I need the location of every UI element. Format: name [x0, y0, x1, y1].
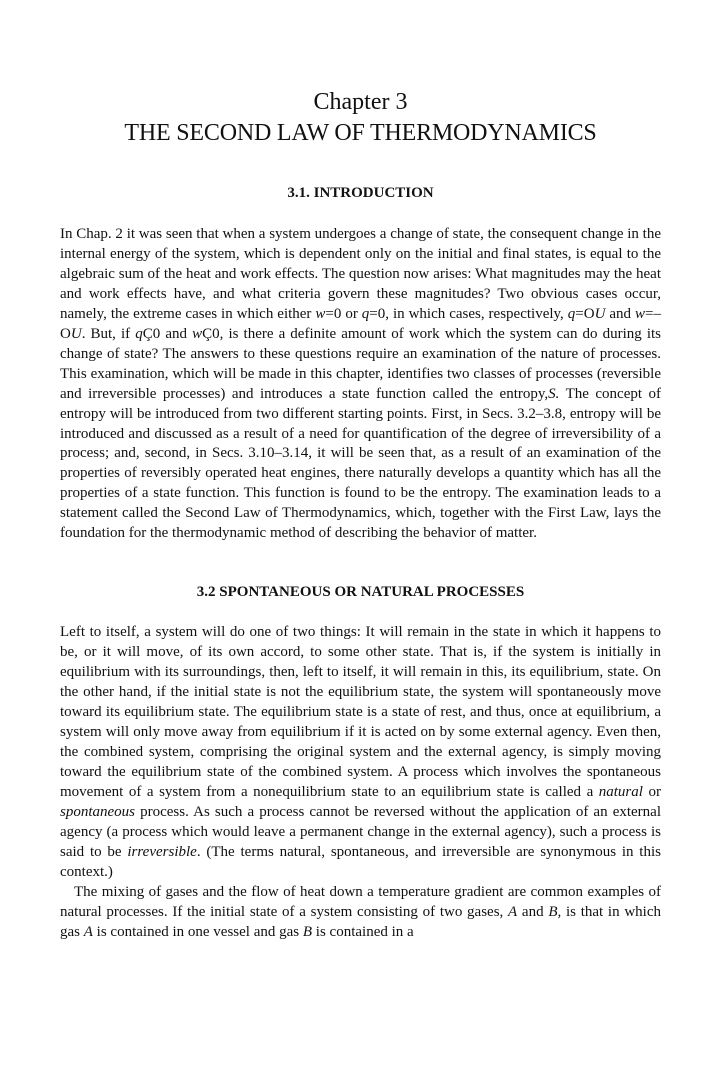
text-run: . (The terms natural, spontaneous, and irreversible are synonymous in this context.)	[60, 843, 661, 880]
variable-b: B,	[548, 903, 562, 920]
variable-w: w	[192, 325, 203, 342]
text-run: The mixing of gases and the flow of heat down a temperature gradient are common examples of natural processes. If the initial state of a system consisting of two gases,	[60, 883, 661, 920]
text-run: Ç0, is there a definite amount of work which the system can do during its change of state? The answers to these questions require an examination of the nature of processes. This examination, which will be made in this chapter, identifies two classes of processes (reversible and irreversible processes) and introduces a state function called the entropy,	[60, 325, 662, 402]
text-run: In Chap. 2 it was seen that when a system undergoes a change of state, the consequent change in the internal energy of the system, which is dependent only on the initial and final states, is equal to the algebraic sum of the heat and work effects. The question now arises: What magnitudes may the heat and work effects have, and what criteria govern these magnitudes? Two obvious cases occur, namely, the extreme cases in which either	[60, 226, 661, 322]
variable-q: q	[361, 305, 370, 322]
text-run: =0 or	[325, 305, 362, 322]
text-run: The concept of entropy will be introduced from two different starting points. First, in Secs. 3.2–3.8, entropy will be introduced and discussed as a result of a need for quantification of the degree of irreversibility of a process; and, second, in Secs. 3.10–3.14, it will be seen that, as a result of an examination of the properties of reversibly operated heat engines, there naturally develops a quantity which has all the properties of a state function. This function is found to be the entropy. The examination leads to a statement called the Second Law of Thermodynamics, which, together with the First Law, lays the foundation for the thermodynamic method of describing the behavior of matter.	[60, 385, 662, 542]
text-run: is that in which gas	[60, 903, 661, 940]
variable-q: q	[567, 305, 576, 322]
text-run: Ç0 and	[142, 325, 193, 342]
introduction-paragraph	[60, 225, 661, 544]
variable-a: A	[83, 923, 93, 940]
variable-b: B	[302, 923, 313, 940]
text-run: and	[517, 903, 549, 920]
variable-a: A	[508, 903, 518, 920]
text-run: is contained in a	[312, 923, 414, 940]
section-heading-introduction: 3.1. INTRODUCTION	[287, 185, 434, 201]
variable-q: q	[135, 325, 143, 342]
text-run: and	[605, 305, 635, 322]
emphasis-natural: natural	[598, 783, 643, 800]
emphasis-irreversible: irreversible	[127, 843, 197, 860]
text-run: or	[642, 783, 661, 800]
variable-w: w	[634, 305, 645, 322]
chapter-number: Chapter 3	[313, 89, 408, 115]
variable-w: w	[315, 305, 326, 322]
text-run: Left to itself, a system will do one of two things: It will remain in the state in which it happens to be, or it will move, of its own accord, to some other state. That is, if the system is initially in equilibrium with its surroundings, then, left to itself, it will remain in this, its equilibrium, state. On the other hand, if the initial state is not the equilibrium state, the system will spontaneously move toward its equilibrium state. The equilibrium state is a state of rest, and thus, once at equilibrium, a system will only move away from equilibrium if it is acted on by some external agency. Even then, the combined system, comprising the original system and the external agency, is simply moving toward the equilibrium state of the combined system. A process which involves the spontaneous movement of a system from a nonequilibrium state to an equilibrium state is called a	[60, 624, 661, 800]
spontaneous-paragraph-2	[60, 883, 661, 943]
spontaneous-paragraph-1	[60, 623, 661, 882]
text-run: =–O	[60, 305, 661, 342]
chapter-title: THE SECOND LAW OF THERMODYNAMICS	[124, 120, 597, 146]
text-run: =O	[575, 305, 595, 322]
variable-u: U	[70, 325, 82, 342]
variable-u: U	[594, 305, 606, 322]
text-run: process. As such a process cannot be reversed without the application of an external agency (a process which would leave a permanent change in the external agency), such a process is said to be	[60, 803, 661, 860]
text-run: =0, in which cases, respectively,	[369, 305, 568, 322]
variable-s: S.	[548, 385, 560, 402]
emphasis-spontaneous: spontaneous	[60, 803, 135, 820]
text-run: . But, if	[81, 325, 136, 342]
section-heading-spontaneous-processes: 3.2 SPONTANEOUS OR NATURAL PROCESSES	[196, 584, 525, 601]
document-page	[60, 86, 661, 943]
text-run: is contained in one vessel and gas	[92, 923, 303, 940]
